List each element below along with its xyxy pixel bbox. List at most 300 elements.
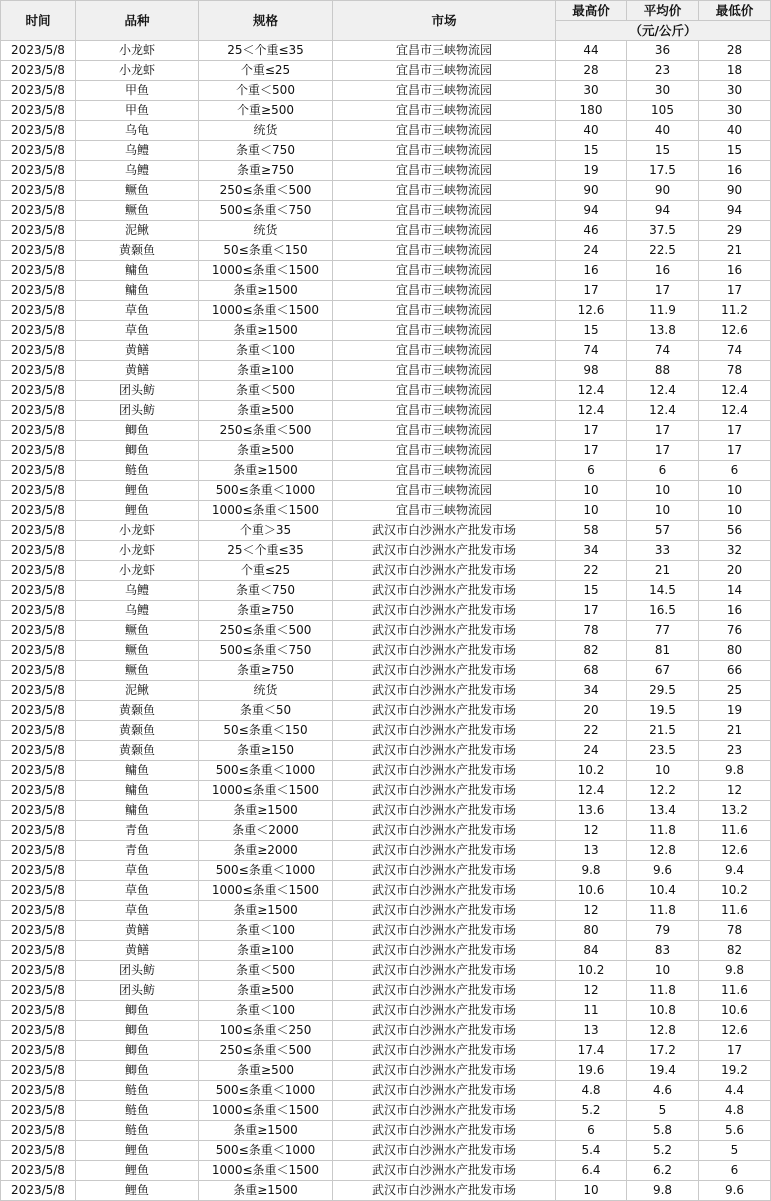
variety-cell: 黄颡鱼 <box>76 701 199 721</box>
variety-cell: 鲢鱼 <box>76 1081 199 1101</box>
spec-cell: 50≤条重＜150 <box>199 721 333 741</box>
spec-cell: 条重≥1500 <box>199 901 333 921</box>
min-price-cell: 9.8 <box>699 761 771 781</box>
date-cell: 2023/5/8 <box>1 361 76 381</box>
spec-cell: 条重＜750 <box>199 581 333 601</box>
date-cell: 2023/5/8 <box>1 421 76 441</box>
avg-price-cell: 67 <box>627 661 699 681</box>
market-cell: 武汉市白沙洲水产批发市场 <box>333 661 556 681</box>
variety-cell: 草鱼 <box>76 881 199 901</box>
min-price-cell: 15 <box>699 141 771 161</box>
spec-cell: 条重＜500 <box>199 961 333 981</box>
avg-price-cell: 15 <box>627 141 699 161</box>
date-cell: 2023/5/8 <box>1 1181 76 1201</box>
market-cell: 武汉市白沙洲水产批发市场 <box>333 1061 556 1081</box>
table-row <box>1 1161 771 1181</box>
market-cell: 武汉市白沙洲水产批发市场 <box>333 541 556 561</box>
avg-price-cell: 13.4 <box>627 801 699 821</box>
market-cell: 宜昌市三峡物流园 <box>333 81 556 101</box>
variety-cell: 鲤鱼 <box>76 481 199 501</box>
date-cell: 2023/5/8 <box>1 841 76 861</box>
avg-price-cell: 6 <box>627 461 699 481</box>
market-cell: 武汉市白沙洲水产批发市场 <box>333 1161 556 1181</box>
spec-cell: 500≤条重＜1000 <box>199 1141 333 1161</box>
table-row <box>1 641 771 661</box>
max-price-cell: 24 <box>556 241 627 261</box>
header-variety: 品种 <box>76 1 199 41</box>
avg-price-cell: 105 <box>627 101 699 121</box>
variety-cell: 黄鳝 <box>76 921 199 941</box>
date-cell: 2023/5/8 <box>1 81 76 101</box>
variety-cell: 草鱼 <box>76 321 199 341</box>
date-cell: 2023/5/8 <box>1 581 76 601</box>
market-cell: 宜昌市三峡物流园 <box>333 221 556 241</box>
variety-cell: 鲤鱼 <box>76 1161 199 1181</box>
variety-cell: 鳜鱼 <box>76 621 199 641</box>
date-cell: 2023/5/8 <box>1 61 76 81</box>
avg-price-cell: 36 <box>627 41 699 61</box>
max-price-cell: 30 <box>556 81 627 101</box>
avg-price-cell: 17 <box>627 281 699 301</box>
min-price-cell: 90 <box>699 181 771 201</box>
table-row <box>1 1081 771 1101</box>
max-price-cell: 10.2 <box>556 761 627 781</box>
min-price-cell: 80 <box>699 641 771 661</box>
variety-cell: 黄颡鱼 <box>76 721 199 741</box>
date-cell: 2023/5/8 <box>1 981 76 1001</box>
spec-cell: 条重≥1500 <box>199 321 333 341</box>
date-cell: 2023/5/8 <box>1 1081 76 1101</box>
spec-cell: 1000≤条重＜1500 <box>199 301 333 321</box>
max-price-cell: 5.2 <box>556 1101 627 1121</box>
min-price-cell: 19 <box>699 701 771 721</box>
market-cell: 宜昌市三峡物流园 <box>333 341 556 361</box>
table-row <box>1 701 771 721</box>
table-row <box>1 361 771 381</box>
min-price-cell: 11.6 <box>699 821 771 841</box>
date-cell: 2023/5/8 <box>1 821 76 841</box>
market-cell: 武汉市白沙洲水产批发市场 <box>333 841 556 861</box>
avg-price-cell: 21 <box>627 561 699 581</box>
market-cell: 武汉市白沙洲水产批发市场 <box>333 721 556 741</box>
table-row <box>1 101 771 121</box>
market-cell: 武汉市白沙洲水产批发市场 <box>333 981 556 1001</box>
date-cell: 2023/5/8 <box>1 1121 76 1141</box>
max-price-cell: 5.4 <box>556 1141 627 1161</box>
variety-cell: 泥鳅 <box>76 681 199 701</box>
max-price-cell: 74 <box>556 341 627 361</box>
market-cell: 武汉市白沙洲水产批发市场 <box>333 701 556 721</box>
date-cell: 2023/5/8 <box>1 681 76 701</box>
table-row <box>1 521 771 541</box>
table-row <box>1 1001 771 1021</box>
min-price-cell: 17 <box>699 441 771 461</box>
variety-cell: 乌鳢 <box>76 161 199 181</box>
variety-cell: 草鱼 <box>76 861 199 881</box>
table-row <box>1 1041 771 1061</box>
market-cell: 武汉市白沙洲水产批发市场 <box>333 1101 556 1121</box>
max-price-cell: 13.6 <box>556 801 627 821</box>
spec-cell: 个重≤25 <box>199 61 333 81</box>
variety-cell: 甲鱼 <box>76 81 199 101</box>
date-cell: 2023/5/8 <box>1 521 76 541</box>
min-price-cell: 23 <box>699 741 771 761</box>
max-price-cell: 10 <box>556 481 627 501</box>
min-price-cell: 56 <box>699 521 771 541</box>
max-price-cell: 94 <box>556 201 627 221</box>
max-price-cell: 80 <box>556 921 627 941</box>
spec-cell: 条重≥150 <box>199 741 333 761</box>
min-price-cell: 82 <box>699 941 771 961</box>
max-price-cell: 58 <box>556 521 627 541</box>
max-price-cell: 68 <box>556 661 627 681</box>
variety-cell: 鳜鱼 <box>76 201 199 221</box>
variety-cell: 泥鳅 <box>76 221 199 241</box>
market-cell: 武汉市白沙洲水产批发市场 <box>333 521 556 541</box>
date-cell: 2023/5/8 <box>1 481 76 501</box>
min-price-cell: 10 <box>699 481 771 501</box>
avg-price-cell: 11.8 <box>627 901 699 921</box>
variety-cell: 鲢鱼 <box>76 1101 199 1121</box>
spec-cell: 个重＜500 <box>199 81 333 101</box>
avg-price-cell: 19.5 <box>627 701 699 721</box>
date-cell: 2023/5/8 <box>1 781 76 801</box>
avg-price-cell: 77 <box>627 621 699 641</box>
spec-cell: 统货 <box>199 681 333 701</box>
avg-price-cell: 17.5 <box>627 161 699 181</box>
max-price-cell: 12.4 <box>556 401 627 421</box>
avg-price-cell: 88 <box>627 361 699 381</box>
date-cell: 2023/5/8 <box>1 1101 76 1121</box>
min-price-cell: 11.6 <box>699 981 771 1001</box>
table-row <box>1 441 771 461</box>
avg-price-cell: 37.5 <box>627 221 699 241</box>
date-cell: 2023/5/8 <box>1 1001 76 1021</box>
market-cell: 武汉市白沙洲水产批发市场 <box>333 1001 556 1021</box>
market-cell: 武汉市白沙洲水产批发市场 <box>333 801 556 821</box>
max-price-cell: 17.4 <box>556 1041 627 1061</box>
max-price-cell: 13 <box>556 1021 627 1041</box>
max-price-cell: 40 <box>556 121 627 141</box>
variety-cell: 鲢鱼 <box>76 1121 199 1141</box>
min-price-cell: 25 <box>699 681 771 701</box>
max-price-cell: 17 <box>556 281 627 301</box>
table-row <box>1 421 771 441</box>
variety-cell: 鳜鱼 <box>76 661 199 681</box>
table-header <box>1 1 771 41</box>
date-cell: 2023/5/8 <box>1 1041 76 1061</box>
spec-cell: 条重≥1500 <box>199 801 333 821</box>
spec-cell: 条重≥750 <box>199 161 333 181</box>
date-cell: 2023/5/8 <box>1 561 76 581</box>
variety-cell: 小龙虾 <box>76 521 199 541</box>
table-row <box>1 1101 771 1121</box>
max-price-cell: 6.4 <box>556 1161 627 1181</box>
date-cell: 2023/5/8 <box>1 281 76 301</box>
spec-cell: 500≤条重＜750 <box>199 641 333 661</box>
market-cell: 宜昌市三峡物流园 <box>333 481 556 501</box>
spec-cell: 500≤条重＜1000 <box>199 1081 333 1101</box>
date-cell: 2023/5/8 <box>1 441 76 461</box>
spec-cell: 条重≥500 <box>199 401 333 421</box>
date-cell: 2023/5/8 <box>1 121 76 141</box>
date-cell: 2023/5/8 <box>1 741 76 761</box>
min-price-cell: 10.6 <box>699 1001 771 1021</box>
spec-cell: 250≤条重＜500 <box>199 621 333 641</box>
max-price-cell: 12 <box>556 981 627 1001</box>
avg-price-cell: 33 <box>627 541 699 561</box>
spec-cell: 250≤条重＜500 <box>199 1041 333 1061</box>
variety-cell: 小龙虾 <box>76 41 199 61</box>
min-price-cell: 17 <box>699 1041 771 1061</box>
spec-cell: 条重≥100 <box>199 361 333 381</box>
date-cell: 2023/5/8 <box>1 301 76 321</box>
avg-price-cell: 12.4 <box>627 381 699 401</box>
max-price-cell: 90 <box>556 181 627 201</box>
market-cell: 宜昌市三峡物流园 <box>333 421 556 441</box>
avg-price-cell: 10.8 <box>627 1001 699 1021</box>
variety-cell: 鲤鱼 <box>76 501 199 521</box>
avg-price-cell: 10 <box>627 501 699 521</box>
min-price-cell: 9.4 <box>699 861 771 881</box>
min-price-cell: 14 <box>699 581 771 601</box>
date-cell: 2023/5/8 <box>1 761 76 781</box>
spec-cell: 条重≥750 <box>199 661 333 681</box>
avg-price-cell: 11.9 <box>627 301 699 321</box>
avg-price-cell: 13.8 <box>627 321 699 341</box>
avg-price-cell: 94 <box>627 201 699 221</box>
table-row <box>1 261 771 281</box>
variety-cell: 鳙鱼 <box>76 781 199 801</box>
avg-price-cell: 10.4 <box>627 881 699 901</box>
variety-cell: 小龙虾 <box>76 541 199 561</box>
min-price-cell: 17 <box>699 281 771 301</box>
avg-price-cell: 29.5 <box>627 681 699 701</box>
spec-cell: 1000≤条重＜1500 <box>199 501 333 521</box>
min-price-cell: 76 <box>699 621 771 641</box>
variety-cell: 黄颡鱼 <box>76 241 199 261</box>
market-cell: 武汉市白沙洲水产批发市场 <box>333 1121 556 1141</box>
market-cell: 宜昌市三峡物流园 <box>333 301 556 321</box>
avg-price-cell: 83 <box>627 941 699 961</box>
table-row <box>1 581 771 601</box>
avg-price-cell: 12.8 <box>627 841 699 861</box>
avg-price-cell: 57 <box>627 521 699 541</box>
avg-price-cell: 12.2 <box>627 781 699 801</box>
min-price-cell: 30 <box>699 81 771 101</box>
spec-cell: 1000≤条重＜1500 <box>199 781 333 801</box>
min-price-cell: 11.6 <box>699 901 771 921</box>
table-row <box>1 801 771 821</box>
date-cell: 2023/5/8 <box>1 141 76 161</box>
date-cell: 2023/5/8 <box>1 341 76 361</box>
variety-cell: 鲫鱼 <box>76 421 199 441</box>
avg-price-cell: 14.5 <box>627 581 699 601</box>
date-cell: 2023/5/8 <box>1 381 76 401</box>
market-cell: 武汉市白沙洲水产批发市场 <box>333 861 556 881</box>
max-price-cell: 34 <box>556 541 627 561</box>
max-price-cell: 19.6 <box>556 1061 627 1081</box>
date-cell: 2023/5/8 <box>1 661 76 681</box>
min-price-cell: 4.4 <box>699 1081 771 1101</box>
avg-price-cell: 5.2 <box>627 1141 699 1161</box>
avg-price-cell: 17.2 <box>627 1041 699 1061</box>
avg-price-cell: 17 <box>627 441 699 461</box>
date-cell: 2023/5/8 <box>1 221 76 241</box>
market-cell: 宜昌市三峡物流园 <box>333 441 556 461</box>
variety-cell: 鲫鱼 <box>76 1001 199 1021</box>
variety-cell: 鳙鱼 <box>76 801 199 821</box>
table-row <box>1 681 771 701</box>
spec-cell: 50≤条重＜150 <box>199 241 333 261</box>
table-row <box>1 281 771 301</box>
table-row <box>1 61 771 81</box>
spec-cell: 250≤条重＜500 <box>199 181 333 201</box>
max-price-cell: 82 <box>556 641 627 661</box>
table-row <box>1 1021 771 1041</box>
variety-cell: 鲢鱼 <box>76 461 199 481</box>
avg-price-cell: 12.4 <box>627 401 699 421</box>
max-price-cell: 22 <box>556 721 627 741</box>
table-row <box>1 541 771 561</box>
variety-cell: 团头鲂 <box>76 981 199 1001</box>
date-cell: 2023/5/8 <box>1 261 76 281</box>
table-row <box>1 841 771 861</box>
table-row <box>1 941 771 961</box>
spec-cell: 1000≤条重＜1500 <box>199 261 333 281</box>
avg-price-cell: 19.4 <box>627 1061 699 1081</box>
avg-price-cell: 23.5 <box>627 741 699 761</box>
market-cell: 武汉市白沙洲水产批发市场 <box>333 881 556 901</box>
header-market: 市场 <box>333 1 556 41</box>
variety-cell: 草鱼 <box>76 301 199 321</box>
min-price-cell: 13.2 <box>699 801 771 821</box>
market-cell: 宜昌市三峡物流园 <box>333 121 556 141</box>
variety-cell: 草鱼 <box>76 901 199 921</box>
max-price-cell: 4.8 <box>556 1081 627 1101</box>
min-price-cell: 5.6 <box>699 1121 771 1141</box>
variety-cell: 青鱼 <box>76 821 199 841</box>
max-price-cell: 6 <box>556 1121 627 1141</box>
date-cell: 2023/5/8 <box>1 1161 76 1181</box>
market-cell: 武汉市白沙洲水产批发市场 <box>333 641 556 661</box>
table-body <box>1 41 771 1201</box>
max-price-cell: 24 <box>556 741 627 761</box>
market-cell: 武汉市白沙洲水产批发市场 <box>333 601 556 621</box>
spec-cell: 个重≥500 <box>199 101 333 121</box>
market-cell: 武汉市白沙洲水产批发市场 <box>333 781 556 801</box>
min-price-cell: 16 <box>699 261 771 281</box>
min-price-cell: 12.4 <box>699 381 771 401</box>
min-price-cell: 10.2 <box>699 881 771 901</box>
spec-cell: 25＜个重≤35 <box>199 41 333 61</box>
min-price-cell: 16 <box>699 601 771 621</box>
min-price-cell: 30 <box>699 101 771 121</box>
market-cell: 宜昌市三峡物流园 <box>333 281 556 301</box>
avg-price-cell: 74 <box>627 341 699 361</box>
market-cell: 宜昌市三峡物流园 <box>333 141 556 161</box>
avg-price-cell: 5.8 <box>627 1121 699 1141</box>
date-cell: 2023/5/8 <box>1 241 76 261</box>
table-row <box>1 401 771 421</box>
variety-cell: 鲤鱼 <box>76 1141 199 1161</box>
spec-cell: 个重＞35 <box>199 521 333 541</box>
max-price-cell: 19 <box>556 161 627 181</box>
avg-price-cell: 6.2 <box>627 1161 699 1181</box>
table-row <box>1 781 771 801</box>
market-cell: 武汉市白沙洲水产批发市场 <box>333 1021 556 1041</box>
table-row <box>1 501 771 521</box>
spec-cell: 统货 <box>199 121 333 141</box>
header-avg-price: 平均价 <box>627 1 699 21</box>
table-row <box>1 821 771 841</box>
variety-cell: 小龙虾 <box>76 561 199 581</box>
market-cell: 宜昌市三峡物流园 <box>333 41 556 61</box>
max-price-cell: 13 <box>556 841 627 861</box>
max-price-cell: 34 <box>556 681 627 701</box>
min-price-cell: 32 <box>699 541 771 561</box>
min-price-cell: 17 <box>699 421 771 441</box>
date-cell: 2023/5/8 <box>1 1021 76 1041</box>
avg-price-cell: 11.8 <box>627 821 699 841</box>
spec-cell: 条重＜100 <box>199 921 333 941</box>
market-cell: 武汉市白沙洲水产批发市场 <box>333 621 556 641</box>
table-row <box>1 81 771 101</box>
max-price-cell: 15 <box>556 581 627 601</box>
max-price-cell: 98 <box>556 361 627 381</box>
market-cell: 宜昌市三峡物流园 <box>333 381 556 401</box>
spec-cell: 条重≥500 <box>199 1061 333 1081</box>
variety-cell: 鲫鱼 <box>76 1021 199 1041</box>
table-row <box>1 301 771 321</box>
table-row <box>1 241 771 261</box>
table-row <box>1 601 771 621</box>
variety-cell: 鳙鱼 <box>76 261 199 281</box>
spec-cell: 500≤条重＜1000 <box>199 481 333 501</box>
date-cell: 2023/5/8 <box>1 801 76 821</box>
table-row <box>1 881 771 901</box>
max-price-cell: 12 <box>556 821 627 841</box>
market-cell: 武汉市白沙洲水产批发市场 <box>333 961 556 981</box>
variety-cell: 团头鲂 <box>76 381 199 401</box>
max-price-cell: 12.4 <box>556 781 627 801</box>
date-cell: 2023/5/8 <box>1 621 76 641</box>
min-price-cell: 12 <box>699 781 771 801</box>
min-price-cell: 18 <box>699 61 771 81</box>
avg-price-cell: 90 <box>627 181 699 201</box>
avg-price-cell: 30 <box>627 81 699 101</box>
spec-cell: 500≤条重＜750 <box>199 201 333 221</box>
header-date: 时间 <box>1 1 76 41</box>
min-price-cell: 19.2 <box>699 1061 771 1081</box>
table-row <box>1 1181 771 1201</box>
max-price-cell: 46 <box>556 221 627 241</box>
avg-price-cell: 4.6 <box>627 1081 699 1101</box>
max-price-cell: 17 <box>556 441 627 461</box>
date-cell: 2023/5/8 <box>1 901 76 921</box>
table-row <box>1 661 771 681</box>
avg-price-cell: 16.5 <box>627 601 699 621</box>
variety-cell: 鳙鱼 <box>76 281 199 301</box>
max-price-cell: 10 <box>556 1181 627 1201</box>
market-cell: 武汉市白沙洲水产批发市场 <box>333 581 556 601</box>
spec-cell: 条重≥2000 <box>199 841 333 861</box>
variety-cell: 鳜鱼 <box>76 641 199 661</box>
market-cell: 武汉市白沙洲水产批发市场 <box>333 941 556 961</box>
spec-cell: 条重≥500 <box>199 981 333 1001</box>
avg-price-cell: 22.5 <box>627 241 699 261</box>
table-row <box>1 761 771 781</box>
